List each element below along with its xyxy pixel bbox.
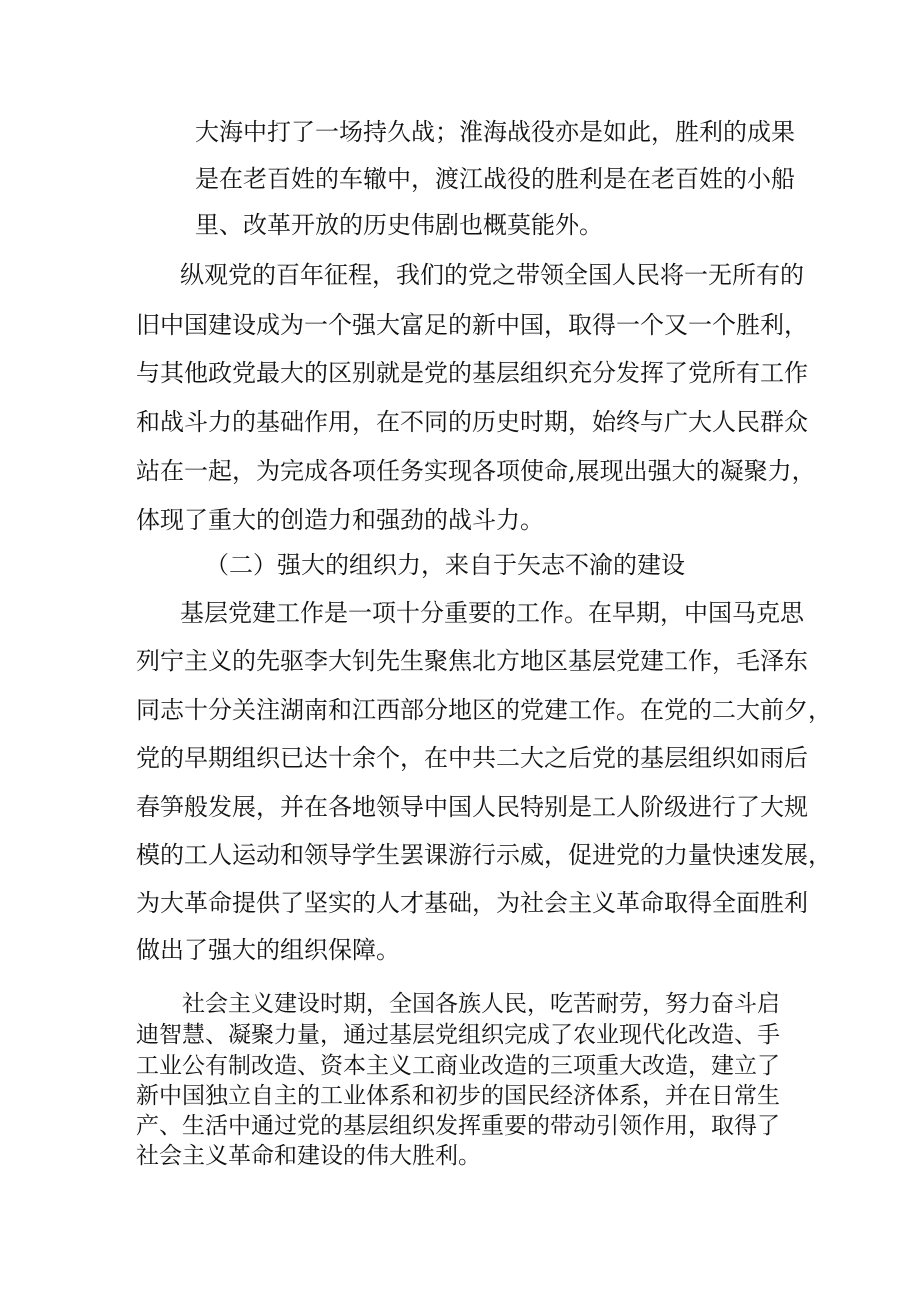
paragraph-line: 里、改革开放的历史伟剧也概莫能外。 (195, 211, 603, 239)
paragraph-line: 旧中国建设成为一个强大富足的新中国，取得一个又一个胜利， (136, 311, 808, 339)
paragraph-line: 党的早期组织已达十余个，在中共二大之后党的基层组织如雨后 (136, 744, 808, 772)
paragraph-line: 体现了重大的创造力和强劲的战斗力。 (136, 506, 544, 534)
paragraph-line: 基层党建工作是一项十分重要的工作。在早期，中国马克思 (180, 599, 804, 627)
paragraph-line: 站在一起，为完成各项任务实现各项使命,展现出强大的凝聚力， (136, 457, 816, 485)
paragraph-line: 工业公有制改造、资本主义工商业改造的三项重大改造，建立了 (136, 1053, 780, 1079)
paragraph-line: 做出了强大的组织保障。 (136, 936, 400, 964)
paragraph-line: 列宁主义的先驱李大钊先生聚焦北方地区基层党建工作，毛泽东 (136, 647, 808, 675)
paragraph-line: 迪智慧、凝聚力量，通过基层党组织完成了农业现代化改造、手 (136, 1022, 780, 1048)
paragraph-line: 产、生活中通过党的基层组织发挥重要的带动引领作用，取得了 (136, 1113, 780, 1139)
paragraph-line: 和战斗力的基础作用，在不同的历史时期，始终与广大人民群众 (136, 408, 808, 436)
section-heading: （二）强大的组织力，来自于矢志不渝的建设 (205, 551, 685, 579)
paragraph-line: 模的工人运动和领导学生罢课游行示威，促进党的力量快速发展， (136, 841, 832, 869)
paragraph-line: 同志十分关注湖南和江西部分地区的党建工作。在党的二大前夕， (136, 696, 832, 724)
paragraph-line: 与其他政党最大的区别就是党的基层组织充分发挥了党所有工作 (136, 359, 808, 387)
paragraph-line: 社会主义建设时期，全国各族人民，吃苦耐劳，努力奋斗启 (182, 991, 780, 1017)
paragraph-line: 春笋般发展，并在各地领导中国人民特别是工人阶级进行了大规 (136, 793, 808, 821)
paragraph-line: 为大革命提供了坚实的人才基础，为社会主义革命取得全面胜利 (136, 889, 808, 917)
paragraph-line: 大海中打了一场持久战；淮海战役亦是如此，胜利的成果 (195, 118, 795, 146)
paragraph-line: 是在老百姓的车辙中，渡江战役的胜利是在老百姓的小船 (195, 165, 795, 193)
paragraph-line: 社会主义革命和建设的伟大胜利。 (136, 1143, 481, 1169)
paragraph-line: 新中国独立自主的工业体系和初步的国民经济体系，并在日常生 (136, 1083, 780, 1109)
paragraph-line: 纵观党的百年征程，我们的党之带领全国人民将一无所有的 (180, 261, 804, 289)
